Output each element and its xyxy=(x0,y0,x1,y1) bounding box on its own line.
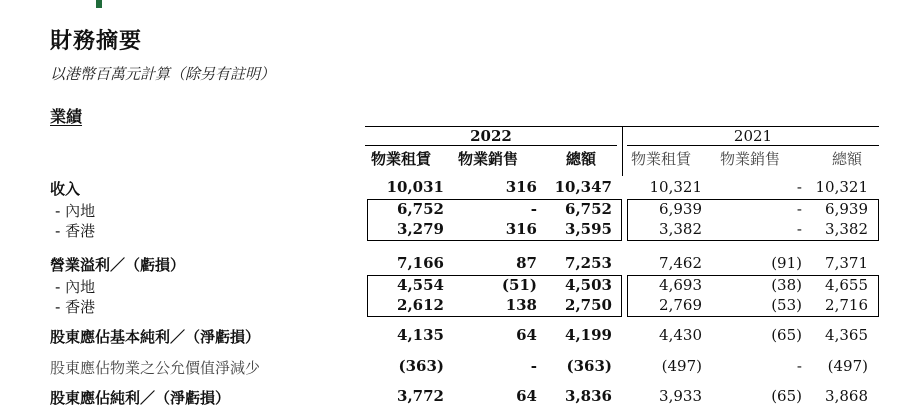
value-cell: (51) xyxy=(501,276,537,294)
table-row xyxy=(0,386,908,407)
value-cell: 10,031 xyxy=(386,178,444,196)
value-cell: 4,365 xyxy=(825,326,868,344)
value-cell: 3,933 xyxy=(659,387,702,405)
value-cell: 10,321 xyxy=(649,178,702,196)
value-cell: (363) xyxy=(566,357,612,375)
value-cell: 2,612 xyxy=(397,296,444,314)
value-cell: - xyxy=(796,357,802,375)
value-cell: 10,321 xyxy=(815,178,868,196)
value-cell: - xyxy=(530,200,537,218)
value-cell: 4,554 xyxy=(397,276,444,294)
logo-mark xyxy=(96,0,102,8)
value-cell: (363) xyxy=(398,357,444,375)
value-cell: 4,199 xyxy=(565,326,612,344)
row-label: - 香港 xyxy=(55,222,96,240)
value-cell: 2,750 xyxy=(565,296,612,314)
row-label: - 內地 xyxy=(55,278,96,296)
value-cell: 3,279 xyxy=(397,220,444,238)
table-row xyxy=(0,275,908,296)
value-cell: 3,772 xyxy=(397,387,444,405)
row-label: 股東應佔基本純利／（淨虧損） xyxy=(50,328,261,346)
value-cell: 4,430 xyxy=(659,326,702,344)
table-row xyxy=(0,325,908,346)
year-2022-rule xyxy=(365,145,617,146)
value-cell: 6,939 xyxy=(659,200,702,218)
value-cell: 7,462 xyxy=(659,254,702,272)
value-cell: - xyxy=(796,200,802,218)
value-cell: 7,166 xyxy=(397,254,444,272)
value-cell: 3,868 xyxy=(825,387,868,405)
table-row xyxy=(0,177,908,198)
table-row xyxy=(0,356,908,377)
value-cell: 2,716 xyxy=(825,296,868,314)
table-row xyxy=(0,199,908,220)
value-cell: 4,135 xyxy=(397,326,444,344)
value-cell: (497) xyxy=(661,357,702,375)
col-header-total-2022: 總額 xyxy=(566,150,597,168)
section-title: 業績 xyxy=(50,107,83,126)
value-cell: 138 xyxy=(505,296,537,314)
value-cell: (65) xyxy=(771,326,802,344)
year-2021-rule xyxy=(627,145,879,146)
col-header-total-2021: 總額 xyxy=(832,150,863,168)
value-cell: 7,371 xyxy=(825,254,868,272)
value-cell: 316 xyxy=(505,220,537,238)
table-row xyxy=(0,295,908,316)
value-cell: (91) xyxy=(771,254,802,272)
value-cell: 87 xyxy=(516,254,537,272)
value-cell: 64 xyxy=(516,326,537,344)
table-row xyxy=(0,253,908,274)
col-header-leasing-2022: 物業租賃 xyxy=(371,150,432,168)
value-cell: - xyxy=(796,178,802,196)
row-label: 營業溢利／（虧損） xyxy=(50,256,186,274)
row-label: 收入 xyxy=(50,180,81,198)
value-cell: 6,939 xyxy=(825,200,868,218)
col-header-sales-2022: 物業銷售 xyxy=(458,150,519,168)
row-label: 股東應佔純利／（淨虧損） xyxy=(50,389,231,407)
row-label: 股東應佔物業之公允價值淨減少 xyxy=(50,359,261,377)
value-cell: 3,382 xyxy=(659,220,702,238)
value-cell: 4,503 xyxy=(565,276,612,294)
year-2021-label: 2021 xyxy=(733,127,773,145)
value-cell: - xyxy=(530,357,537,375)
value-cell: 7,253 xyxy=(565,254,612,272)
value-cell: (53) xyxy=(771,296,802,314)
page-title: 財務摘要 xyxy=(50,29,143,54)
col-header-leasing-2021: 物業租賃 xyxy=(631,150,692,168)
col-header-sales-2021: 物業銷售 xyxy=(720,150,781,168)
value-cell: (497) xyxy=(827,357,868,375)
value-cell: 4,655 xyxy=(825,276,868,294)
table-row xyxy=(0,219,908,240)
row-label: - 內地 xyxy=(55,202,96,220)
value-cell: 64 xyxy=(516,387,537,405)
value-cell: 6,752 xyxy=(565,200,612,218)
row-label: - 香港 xyxy=(55,298,96,316)
year-separator xyxy=(622,126,623,176)
value-cell: - xyxy=(796,220,802,238)
value-cell: 316 xyxy=(505,178,537,196)
value-cell: (38) xyxy=(771,276,802,294)
value-cell: 10,347 xyxy=(554,178,612,196)
value-cell: 6,752 xyxy=(397,200,444,218)
value-cell: 3,836 xyxy=(565,387,612,405)
value-cell: (65) xyxy=(771,387,802,405)
value-cell: 2,769 xyxy=(659,296,702,314)
value-cell: 3,595 xyxy=(565,220,612,238)
value-cell: 3,382 xyxy=(825,220,868,238)
year-2022-label: 2022 xyxy=(470,127,512,145)
page-subtitle: 以港幣百萬元計算（除另有註明） xyxy=(50,65,276,83)
value-cell: 4,693 xyxy=(659,276,702,294)
